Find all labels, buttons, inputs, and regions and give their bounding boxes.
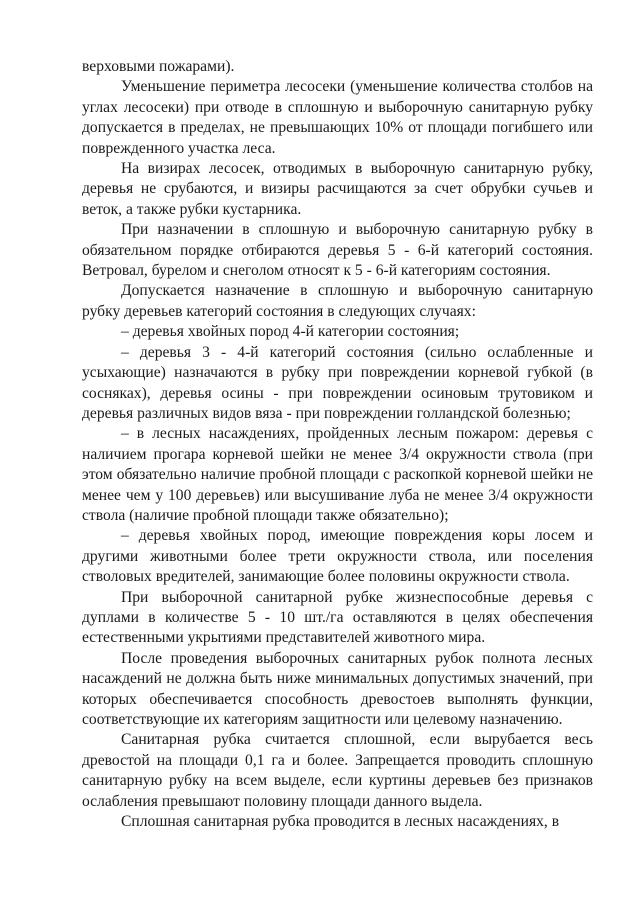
paragraph-allowed-cases: Допускается назначение в сплошную и выборочную санитарную рубку деревьев категорий состояния в следующих случаях: <box>82 282 593 320</box>
paragraph-stand-density: После проведения выборочных санитарных рубок полнота лесных насаждений не должна быть ниже минимальных допустимых значений, при которых обеспечивается способность древостоев выполнять функции, соответствующие их категориям защитности или целевому назначению. <box>82 649 593 728</box>
paragraph-perimeter-reduction: Уменьшение периметра лесосеки (уменьшение количества столбов на углах лесосеки) при отводе в сплошную и выборочную санитарную рубку допускается в пределах, не превышающих 10% от площади погибшего или поврежденного участка леса. <box>82 78 593 157</box>
list-item-conifers-cat4: – деревья хвойных пород 4-й категории состояния; <box>121 323 460 341</box>
list-item-fire-damage: – в лесных насаждениях, пройденных лесным пожаром: деревья с наличием прогара корневой шейки не менее 3/4 окружности ствола (при этом обязательно наличие пробной площади с раскопкой корневой шейки не менее чем у 100 деревьев) или высушивание луба не менее 3/4 окружности ствола (наличие пробной площади также обязательно); <box>82 425 593 524</box>
paragraph-clear-cut-conditions: Сплошная санитарная рубка проводится в лесных насаждениях, в <box>121 813 560 831</box>
paragraph-hollow-trees: При выборочной санитарной рубке жизнеспособные деревья с дуплами в количестве 5 - 10 шт./га оставляются в целях обеспечения естественными укрытиями представителей животного мира. <box>82 588 593 647</box>
paragraph-clear-cut-definition: Санитарная рубка считается сплошной, если вырубается весь древостой на площади 0,1 га и более. Запрещается проводить сплошную санитарную рубку на всем выделе, если куртины деревьев без признаков ослабления превышают половину площади данного выдела. <box>82 731 593 810</box>
list-item-animal-damage: – деревья хвойных пород, имеющие повреждения коры лосем и другими животными более трети окружности ствола, или поселения стволовых вредителей, занимающие более половины окружности ствола. <box>82 527 593 586</box>
paragraph-sight-lines: На визирах лесосек, отводимых в выборочную санитарную рубку, деревья не срубаются, и визиры расчищаются за счет обрубки сучьев и веток, а также рубки кустарника. <box>82 160 593 218</box>
document-page <box>82 57 593 832</box>
list-item-root-fungus: – деревья 3 - 4-й категорий состояния (сильно ослабленные и усыхающие) назначаются в рубку при повреждении корневой губкой (в сосняках), деревья осины - при повреждении осиновым трутовиком и деревья различных видов вяза - при повреждении голландской болезнью; <box>82 343 593 422</box>
paragraph-continuation: верховыми пожарами). <box>82 58 235 75</box>
paragraph-tree-selection: При назначении в сплошную и выборочную санитарную рубку в обязательном порядке отбираются деревья 5 - 6-й категорий состояния. Ветровал, бурелом и снеголом относят к 5 - 6-й категориям состояния. <box>82 221 593 280</box>
